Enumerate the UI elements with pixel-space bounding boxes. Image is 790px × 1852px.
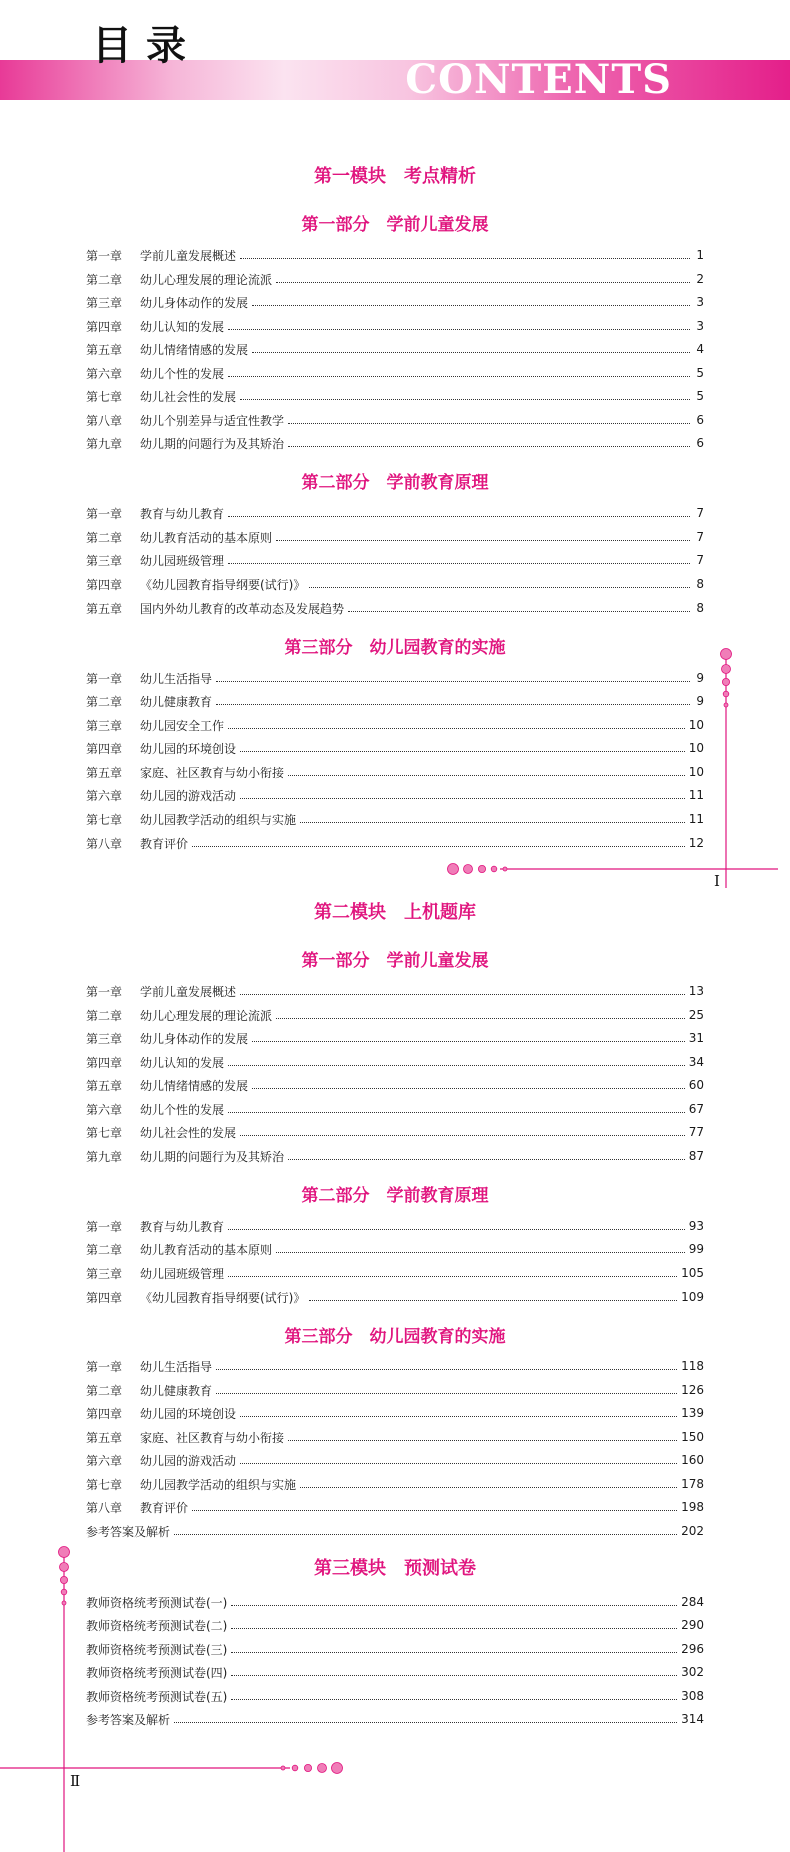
part-heading: 第一部分 学前儿童发展 <box>301 215 489 235</box>
page-number: 7 <box>696 530 704 544</box>
chapter-title: 幼儿情绪情感的发展 <box>140 1078 249 1093</box>
page-number: 13 <box>688 984 704 998</box>
dot-leader <box>240 751 685 752</box>
toc-entry[interactable] <box>86 1287 704 1307</box>
chapter-title: 幼儿社会性的发展 <box>140 389 237 404</box>
chapter-number: 第六章 <box>86 788 123 803</box>
page-number: 105 <box>681 1266 704 1280</box>
page-number: 1 <box>696 248 704 262</box>
toc-entry[interactable] <box>86 1662 704 1682</box>
dot-leader <box>240 1416 677 1417</box>
chapter-number: 第三章 <box>86 718 123 733</box>
dot-leader <box>192 1510 677 1511</box>
module-heading: 第二模块 上机题库 <box>314 902 476 923</box>
page-number: 7 <box>696 506 704 520</box>
dot-leader <box>240 1463 677 1464</box>
toc-entry[interactable] <box>86 433 704 453</box>
chapter-number: 第一章 <box>86 984 123 999</box>
chapter-title: 幼儿个性的发展 <box>140 1102 225 1117</box>
page-number: 160 <box>681 1453 704 1467</box>
chapter-title: 幼儿期的问题行为及其矫治 <box>140 1149 285 1164</box>
page-number: 302 <box>681 1665 704 1679</box>
chapter-title: 幼儿园的环境创设 <box>140 741 237 756</box>
page-number: 10 <box>688 718 704 732</box>
dot-leader <box>228 516 690 517</box>
page-number: 8 <box>696 577 704 591</box>
chapter-number: 第二章 <box>86 694 123 709</box>
dot-leader <box>276 1252 685 1253</box>
dot-leader <box>228 1065 685 1066</box>
dot-leader <box>228 563 690 564</box>
chapter-title: 幼儿生活指导 <box>140 1359 213 1374</box>
chapter-title: 幼儿认知的发展 <box>140 1055 225 1070</box>
chapter-number: 第四章 <box>86 741 123 756</box>
dot-leader <box>216 1393 677 1394</box>
page-number: 10 <box>688 741 704 755</box>
dot-leader <box>240 399 690 400</box>
toc-entry[interactable] <box>86 316 704 336</box>
dot-leader <box>216 1369 677 1370</box>
page-number: 10 <box>688 765 704 779</box>
part-heading: 第二部分 学前教育原理 <box>301 473 489 493</box>
page-number: 9 <box>696 671 704 685</box>
dot-leader <box>240 798 685 799</box>
dot-leader <box>231 1628 677 1629</box>
toc-entry[interactable] <box>86 809 704 829</box>
chapter-number: 第三章 <box>86 553 123 568</box>
dot-leader <box>240 1135 685 1136</box>
exam-title: 教师资格统考预测试卷(二) <box>86 1618 228 1633</box>
chapter-number: 第三章 <box>86 1031 123 1046</box>
dot-leader <box>288 423 690 424</box>
chapter-title: 幼儿情绪情感的发展 <box>140 342 249 357</box>
chapter-number: 第八章 <box>86 413 123 428</box>
dot-leader <box>174 1534 677 1535</box>
page-number-roman-two: Ⅱ <box>70 1772 81 1790</box>
page-number: 11 <box>688 812 704 826</box>
chapter-number: 第四章 <box>86 577 123 592</box>
toc-entry[interactable] <box>86 269 704 289</box>
chapter-number: 第七章 <box>86 389 123 404</box>
toc-entry[interactable] <box>86 715 704 735</box>
chapter-title: 幼儿社会性的发展 <box>140 1125 237 1140</box>
right-horizontal-dots <box>448 864 508 875</box>
chapter-title: 《幼儿园教育指导纲要(试行)》 <box>140 1290 306 1305</box>
chapter-title: 幼儿身体动作的发展 <box>140 295 249 310</box>
chapter-number: 第六章 <box>86 1453 123 1468</box>
dot-leader <box>309 1300 677 1301</box>
page-number: 3 <box>696 295 704 309</box>
page-number: 202 <box>681 1524 704 1538</box>
chapter-title: 幼儿园教学活动的组织与实施 <box>140 1477 297 1492</box>
toc-entry[interactable] <box>86 245 704 265</box>
toc-entry[interactable] <box>86 1497 704 1517</box>
chapter-number: 第五章 <box>86 1078 123 1093</box>
chapter-number: 第一章 <box>86 671 123 686</box>
page-number: 11 <box>688 788 704 802</box>
page-number-roman-one: Ⅰ <box>714 872 720 890</box>
chapter-number: 第二章 <box>86 1242 123 1257</box>
toc-entry[interactable] <box>86 1474 704 1494</box>
toc-entry[interactable] <box>86 762 704 782</box>
dot-leader <box>228 728 685 729</box>
chapter-number: 第六章 <box>86 1102 123 1117</box>
toc-entry[interactable] <box>86 1686 704 1706</box>
toc-entry[interactable] <box>86 1005 704 1025</box>
chapter-number: 第二章 <box>86 1383 123 1398</box>
page-number: 7 <box>696 553 704 567</box>
chapter-number: 第二章 <box>86 1008 123 1023</box>
page-number: 4 <box>696 342 704 356</box>
exam-title: 教师资格统考预测试卷(五) <box>86 1689 228 1704</box>
toc-entry[interactable] <box>86 1028 704 1048</box>
chapter-title: 幼儿教育活动的基本原则 <box>140 1242 273 1257</box>
chapter-title: 幼儿期的问题行为及其矫治 <box>140 436 285 451</box>
page-number: 308 <box>681 1689 704 1703</box>
toc-entry[interactable] <box>86 1052 704 1072</box>
toc-entry[interactable] <box>86 833 704 853</box>
toc-entry[interactable] <box>86 668 704 688</box>
chapter-number: 第一章 <box>86 1219 123 1234</box>
chapter-title: 学前儿童发展概述 <box>140 248 237 263</box>
toc-entry[interactable] <box>86 1427 704 1447</box>
chapter-title: 幼儿园班级管理 <box>140 1266 225 1281</box>
chapter-title: 幼儿生活指导 <box>140 671 213 686</box>
toc-entry[interactable] <box>86 1075 704 1095</box>
left-horizontal-dots <box>281 1763 343 1774</box>
chapter-title: 幼儿认知的发展 <box>140 319 225 334</box>
toc-entry[interactable] <box>86 1639 704 1659</box>
page-number: 93 <box>688 1219 704 1233</box>
chapter-title: 幼儿教育活动的基本原则 <box>140 530 273 545</box>
toc-entry[interactable] <box>86 1709 704 1729</box>
dot-leader <box>252 1088 685 1089</box>
toc-entry[interactable] <box>86 1592 704 1612</box>
toc-entry[interactable] <box>86 691 704 711</box>
dot-leader <box>228 1229 685 1230</box>
page-number: 118 <box>681 1359 704 1373</box>
toc-entry[interactable] <box>86 1122 704 1142</box>
page-number: 314 <box>681 1712 704 1726</box>
dot-leader <box>348 611 690 612</box>
chapter-number: 第二章 <box>86 272 123 287</box>
chapter-title: 幼儿个别差异与适宜性教学 <box>140 413 285 428</box>
toc-entry[interactable] <box>86 785 704 805</box>
page-number: 198 <box>681 1500 704 1514</box>
chapter-title: 幼儿园的游戏活动 <box>140 1453 237 1468</box>
page-number: 8 <box>696 601 704 615</box>
toc-entry[interactable] <box>86 1239 704 1259</box>
toc-entry[interactable] <box>86 981 704 1001</box>
chapter-title: 《幼儿园教育指导纲要(试行)》 <box>140 577 306 592</box>
page-number: 139 <box>681 1406 704 1420</box>
dot-leader <box>228 376 690 377</box>
chapter-number: 第九章 <box>86 436 123 451</box>
toc-entry[interactable] <box>86 1380 704 1400</box>
part-heading: 第三部分 幼儿园教育的实施 <box>284 638 506 658</box>
page-number: 67 <box>688 1102 704 1116</box>
chapter-number: 第一章 <box>86 248 123 263</box>
chapter-title: 教育评价 <box>140 836 189 851</box>
toc-entry[interactable] <box>86 1450 704 1470</box>
contents-label: CONTENTS <box>405 56 672 103</box>
toc-entry[interactable] <box>86 738 704 758</box>
toc-entry[interactable] <box>86 339 704 359</box>
dot-leader <box>228 1276 677 1277</box>
dot-leader <box>228 1112 685 1113</box>
toc-entry[interactable] <box>86 598 704 618</box>
part-heading: 第二部分 学前教育原理 <box>301 1186 489 1206</box>
toc-entry[interactable] <box>86 574 704 594</box>
module-heading: 第三模块 预测试卷 <box>314 1558 476 1579</box>
module-heading: 第一模块 考点精析 <box>314 166 476 187</box>
toc-entry[interactable] <box>86 1263 704 1283</box>
dot-leader <box>276 282 690 283</box>
chapter-title: 幼儿园的游戏活动 <box>140 788 237 803</box>
dot-leader <box>276 540 690 541</box>
dot-leader <box>300 1487 677 1488</box>
chapter-title: 家庭、社区教育与幼小衔接 <box>140 1430 285 1445</box>
dot-leader <box>288 1159 685 1160</box>
page-number: 87 <box>688 1149 704 1163</box>
page-number: 126 <box>681 1383 704 1397</box>
page-number: 5 <box>696 366 704 380</box>
exam-title: 教师资格统考预测试卷(四) <box>86 1665 228 1680</box>
page-number: 25 <box>688 1008 704 1022</box>
toc-entry[interactable] <box>86 550 704 570</box>
page-title: 目录 <box>92 22 200 69</box>
page-number: 296 <box>681 1642 704 1656</box>
part-heading: 第一部分 学前儿童发展 <box>301 951 489 971</box>
dot-leader <box>276 1018 685 1019</box>
toc-entry[interactable] <box>86 1146 704 1166</box>
chapter-title: 参考答案及解析 <box>86 1524 171 1539</box>
toc-entry[interactable] <box>86 1403 704 1423</box>
dot-leader <box>252 1041 685 1042</box>
page-number: 6 <box>696 436 704 450</box>
chapter-number: 第五章 <box>86 1430 123 1445</box>
chapter-number: 第一章 <box>86 1359 123 1374</box>
exam-title: 教师资格统考预测试卷(一) <box>86 1595 228 1610</box>
page-number: 77 <box>688 1125 704 1139</box>
chapter-title: 幼儿健康教育 <box>140 694 213 709</box>
toc-entry[interactable] <box>86 503 704 523</box>
dot-leader <box>231 1605 677 1606</box>
chapter-number: 第一章 <box>86 506 123 521</box>
dot-leader <box>192 846 685 847</box>
chapter-title: 幼儿园教学活动的组织与实施 <box>140 812 297 827</box>
chapter-number: 第三章 <box>86 1266 123 1281</box>
chapter-number: 第四章 <box>86 319 123 334</box>
toc-entry[interactable] <box>86 292 704 312</box>
toc-entry[interactable] <box>86 1521 704 1541</box>
chapter-number: 第五章 <box>86 601 123 616</box>
dot-leader <box>240 258 690 259</box>
toc-entry[interactable] <box>86 410 704 430</box>
dot-leader <box>309 587 690 588</box>
page-number: 12 <box>688 836 704 850</box>
part-heading: 第三部分 幼儿园教育的实施 <box>284 1327 506 1347</box>
chapter-number: 第五章 <box>86 765 123 780</box>
page-number: 9 <box>696 694 704 708</box>
chapter-number: 第三章 <box>86 295 123 310</box>
chapter-title: 国内外幼儿教育的改革动态及发展趋势 <box>140 601 345 616</box>
toc-entry[interactable] <box>86 1099 704 1119</box>
page-number: 284 <box>681 1595 704 1609</box>
chapter-number: 第七章 <box>86 1477 123 1492</box>
dot-leader <box>231 1652 677 1653</box>
dot-leader <box>300 822 685 823</box>
page-number: 178 <box>681 1477 704 1491</box>
chapter-number: 第四章 <box>86 1055 123 1070</box>
chapter-number: 第八章 <box>86 836 123 851</box>
toc-entry[interactable] <box>86 1615 704 1635</box>
chapter-number: 第五章 <box>86 342 123 357</box>
chapter-title: 幼儿园安全工作 <box>140 718 225 733</box>
toc-entry[interactable] <box>86 527 704 547</box>
dot-leader <box>288 775 685 776</box>
chapter-number: 第七章 <box>86 1125 123 1140</box>
page-number: 5 <box>696 389 704 403</box>
page-number: 2 <box>696 272 704 286</box>
page-number: 109 <box>681 1290 704 1304</box>
page-number: 60 <box>688 1078 704 1092</box>
toc-entry[interactable] <box>86 386 704 406</box>
chapter-title: 家庭、社区教育与幼小衔接 <box>140 765 285 780</box>
chapter-title: 幼儿园的环境创设 <box>140 1406 237 1421</box>
page-number: 290 <box>681 1618 704 1632</box>
chapter-title: 教育与幼儿教育 <box>140 506 225 521</box>
chapter-title: 学前儿童发展概述 <box>140 984 237 999</box>
chapter-number: 第七章 <box>86 812 123 827</box>
dot-leader <box>216 681 690 682</box>
toc-entry[interactable] <box>86 1216 704 1236</box>
chapter-title: 幼儿个性的发展 <box>140 366 225 381</box>
page-number: 99 <box>688 1242 704 1256</box>
exam-title: 教师资格统考预测试卷(三) <box>86 1642 228 1657</box>
toc-entry[interactable] <box>86 1356 704 1376</box>
chapter-title: 教育与幼儿教育 <box>140 1219 225 1234</box>
dot-leader <box>288 446 690 447</box>
chapter-title: 幼儿健康教育 <box>140 1383 213 1398</box>
chapter-number: 第六章 <box>86 366 123 381</box>
chapter-title: 幼儿心理发展的理论流派 <box>140 272 273 287</box>
chapter-number: 第四章 <box>86 1406 123 1421</box>
chapter-number: 第九章 <box>86 1149 123 1164</box>
page-number: 34 <box>688 1055 704 1069</box>
dot-leader <box>228 329 690 330</box>
page-number: 6 <box>696 413 704 427</box>
dot-leader <box>240 994 685 995</box>
dot-leader <box>252 305 690 306</box>
chapter-number: 第八章 <box>86 1500 123 1515</box>
dot-leader <box>216 704 690 705</box>
dot-leader <box>252 352 690 353</box>
dot-leader <box>174 1722 677 1723</box>
chapter-title: 幼儿身体动作的发展 <box>140 1031 249 1046</box>
exam-title: 参考答案及解析 <box>86 1712 171 1727</box>
chapter-title: 教育评价 <box>140 1500 189 1515</box>
chapter-number: 第四章 <box>86 1290 123 1305</box>
dot-leader <box>288 1440 677 1441</box>
page-number: 3 <box>696 319 704 333</box>
dot-leader <box>231 1675 677 1676</box>
page-number: 31 <box>688 1031 704 1045</box>
chapter-title: 幼儿园班级管理 <box>140 553 225 568</box>
page-number: 150 <box>681 1430 704 1444</box>
dot-leader <box>231 1699 677 1700</box>
toc-entry[interactable] <box>86 363 704 383</box>
chapter-number: 第二章 <box>86 530 123 545</box>
chapter-title: 幼儿心理发展的理论流派 <box>140 1008 273 1023</box>
